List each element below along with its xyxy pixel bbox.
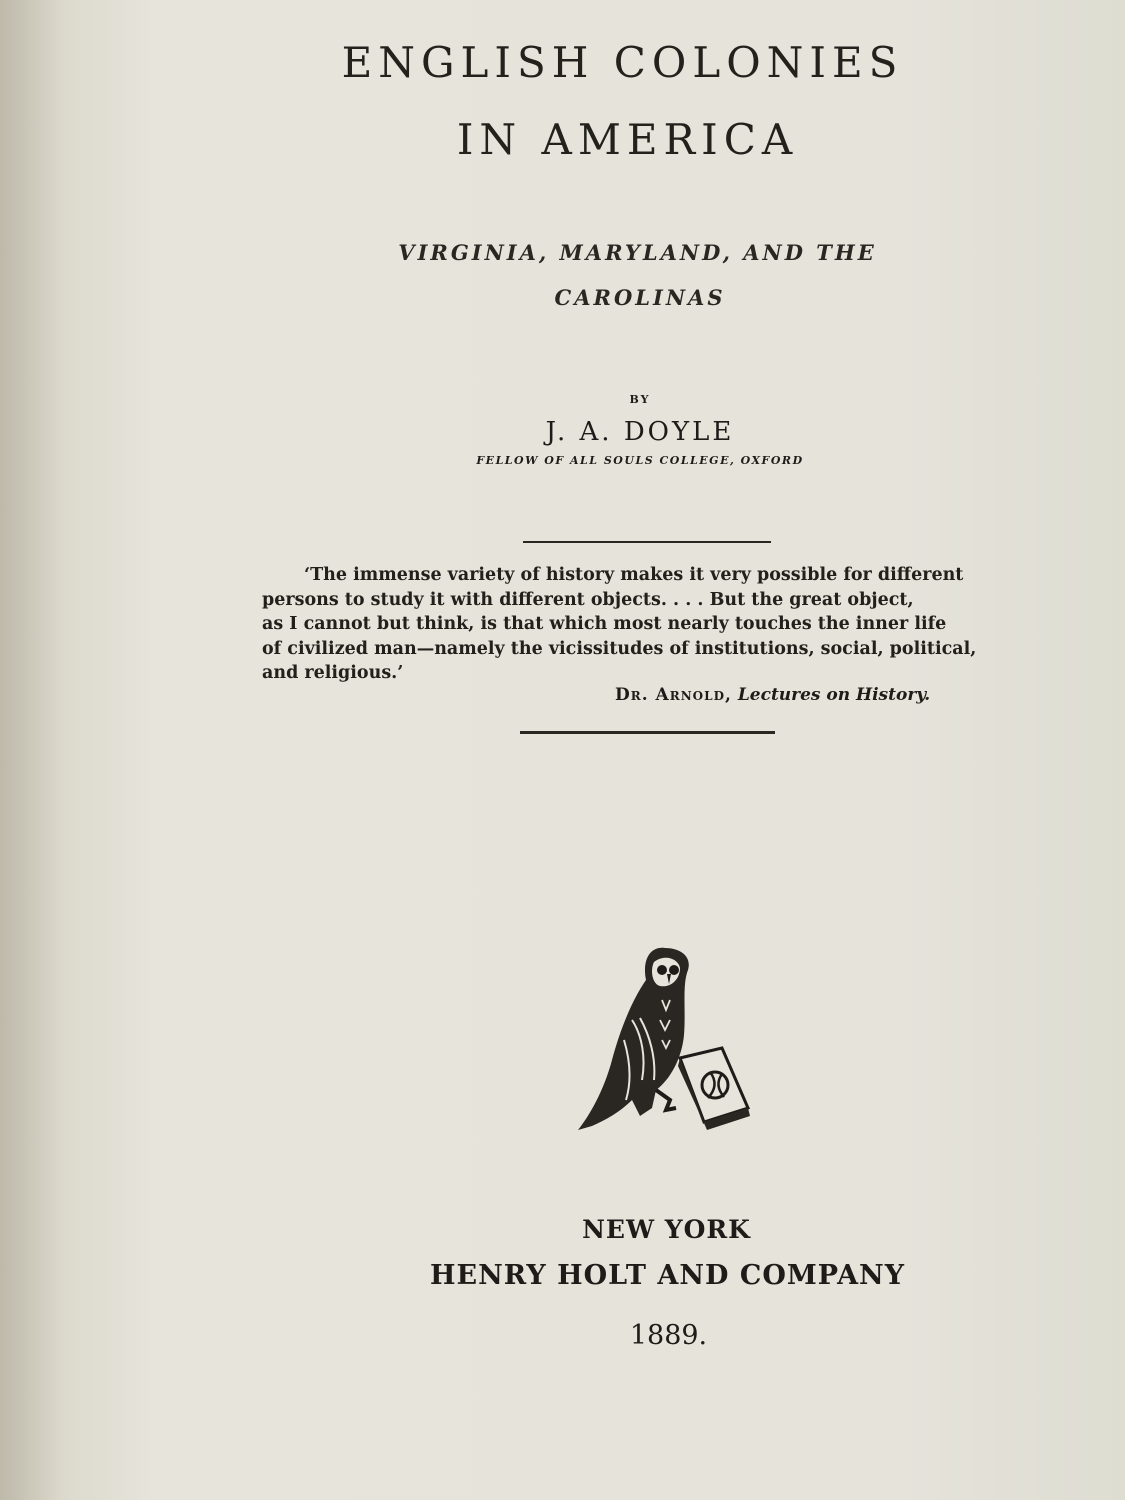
epigraph-line-1: ‘The immense variety of history makes it very possible for different (304, 565, 964, 585)
epigraph-line: persons to study it with different objects. . . . But the great object, (262, 589, 914, 610)
subtitle-line-2: CAROLINAS (554, 285, 726, 310)
epigraph-quote (262, 563, 1024, 686)
book-icon (678, 1048, 750, 1130)
author-affiliation: FELLOW OF ALL SOULS COLLEGE, OXFORD (476, 454, 804, 467)
top-divider-rule (523, 541, 771, 543)
imprint-publisher: HENRY HOLT AND COMPANY (430, 1260, 905, 1291)
epigraph-attribution (615, 685, 1035, 705)
title-line-1: ENGLISH COLONIES (341, 38, 904, 87)
author-name: J. A. DOYLE (545, 417, 735, 447)
owl-on-book-icon (570, 940, 752, 1135)
title-line-2: IN AMERICA (456, 115, 799, 164)
epigraph-line: of civilized man—namely the vicissitudes of institutions, social, political, (262, 638, 977, 659)
by-label: BY (629, 393, 651, 406)
epigraph-line: and religious.’ (262, 663, 404, 683)
subtitle-line-1: VIRGINIA, MARYLAND, AND THE (398, 240, 877, 265)
bottom-divider-rule (520, 731, 775, 734)
imprint-city: NEW YORK (582, 1215, 751, 1244)
epigraph-line (262, 563, 1024, 588)
epigraph-line: as I cannot but think, is that which most nearly touches the inner life (262, 614, 947, 634)
imprint-year: 1889. (629, 1320, 708, 1351)
attribution-work: Lectures on History. (737, 685, 931, 705)
attribution-author: Dr. Arnold, (615, 685, 732, 705)
owl-icon (578, 948, 689, 1130)
